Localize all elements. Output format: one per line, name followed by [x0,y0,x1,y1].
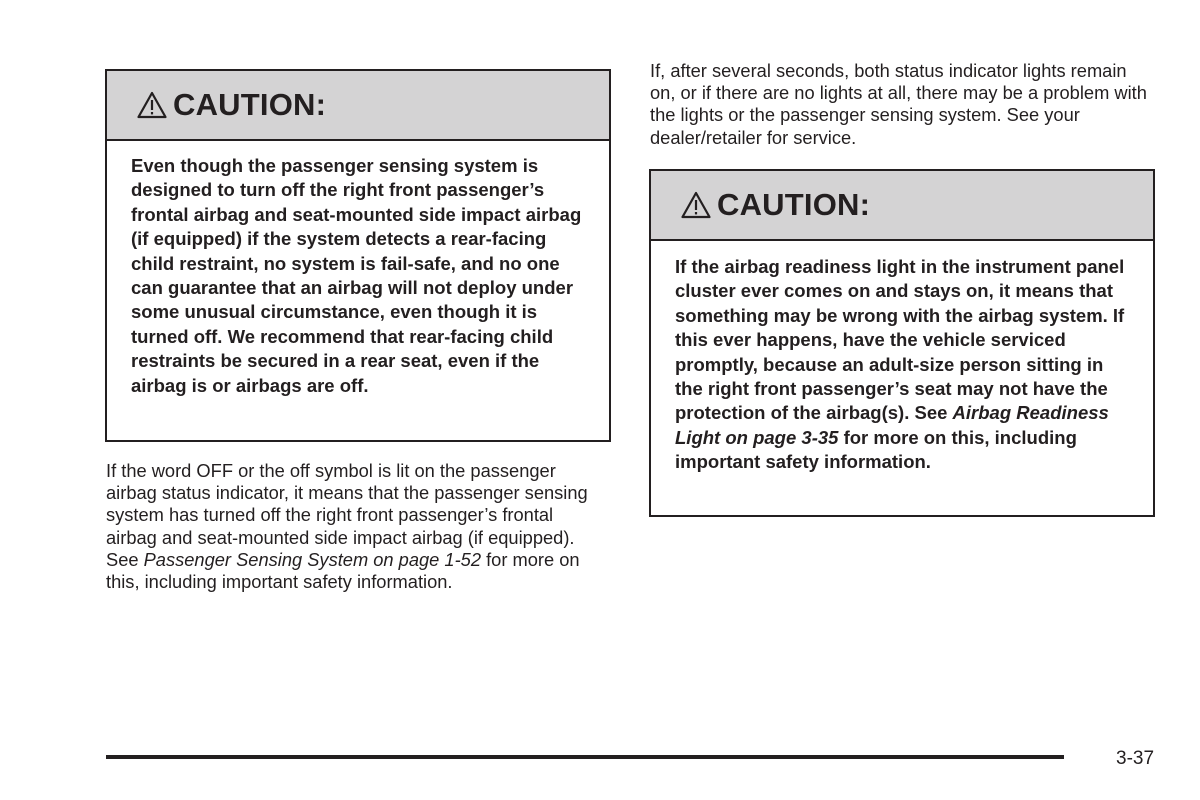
caution-body [107,141,609,398]
caution-text [675,255,1129,475]
caution-text-part: If the airbag readiness light in the instrument panel cluster ever comes on and stays on, it means that something may be wrong with the airbag system. If this ever happens, have the vehicle serviced promptly, because an adult-size person sitting in the right front passenger’s seat may not have the protection of the airbag(s). See [675,256,1125,424]
caution-body [651,241,1153,475]
caution-text: Even though the passenger sensing system is designed to turn off the right front passenger’s frontal airbag and seat-mounted side impact airbag (if equipped) if the system detects a rear-facing child restraint, no system is fail-safe, and no one can guarantee that an airbag will not deploy under some unusual circumstance, even though it is turned off. We recommend that rear-facing child restraints be secured in a rear seat, even if the airbag is or airbags are off. [131,155,582,396]
caution-title: CAUTION: [717,187,871,222]
body-paragraph-right: If, after several seconds, both status indicator lights remain on, or if there are no lights at all, there may be a problem with the lights or the passenger sensing system. See your dealer/retailer for service. [650,60,1147,148]
cross-reference-link[interactable]: Airbag Readiness Light on page 3-35 [675,402,1109,448]
body-paragraph-left [106,460,606,593]
warning-triangle-icon [137,91,167,119]
caution-box-left [105,69,611,442]
footer-rule [106,755,1064,759]
caution-box-right [649,169,1155,517]
caution-text-part: for more on this, including important safety information. [675,426,1077,473]
paragraph-text: If the word OFF or the off symbol is lit on the passenger airbag status indicator, it means that the passenger sensing system has turned off the right front passenger’s frontal airbag and seat-mounted side impact airbag (if equipped). See [106,460,588,570]
warning-triangle-icon [681,191,711,219]
caution-header [651,171,1153,241]
page-number: 3-37 [1116,748,1155,769]
caution-header [107,71,609,141]
caution-title: CAUTION: [173,87,327,122]
cross-reference-link[interactable]: Passenger Sensing System on page 1-52 [143,548,482,570]
paragraph-text: for more on this, including important safety information. [106,548,580,593]
